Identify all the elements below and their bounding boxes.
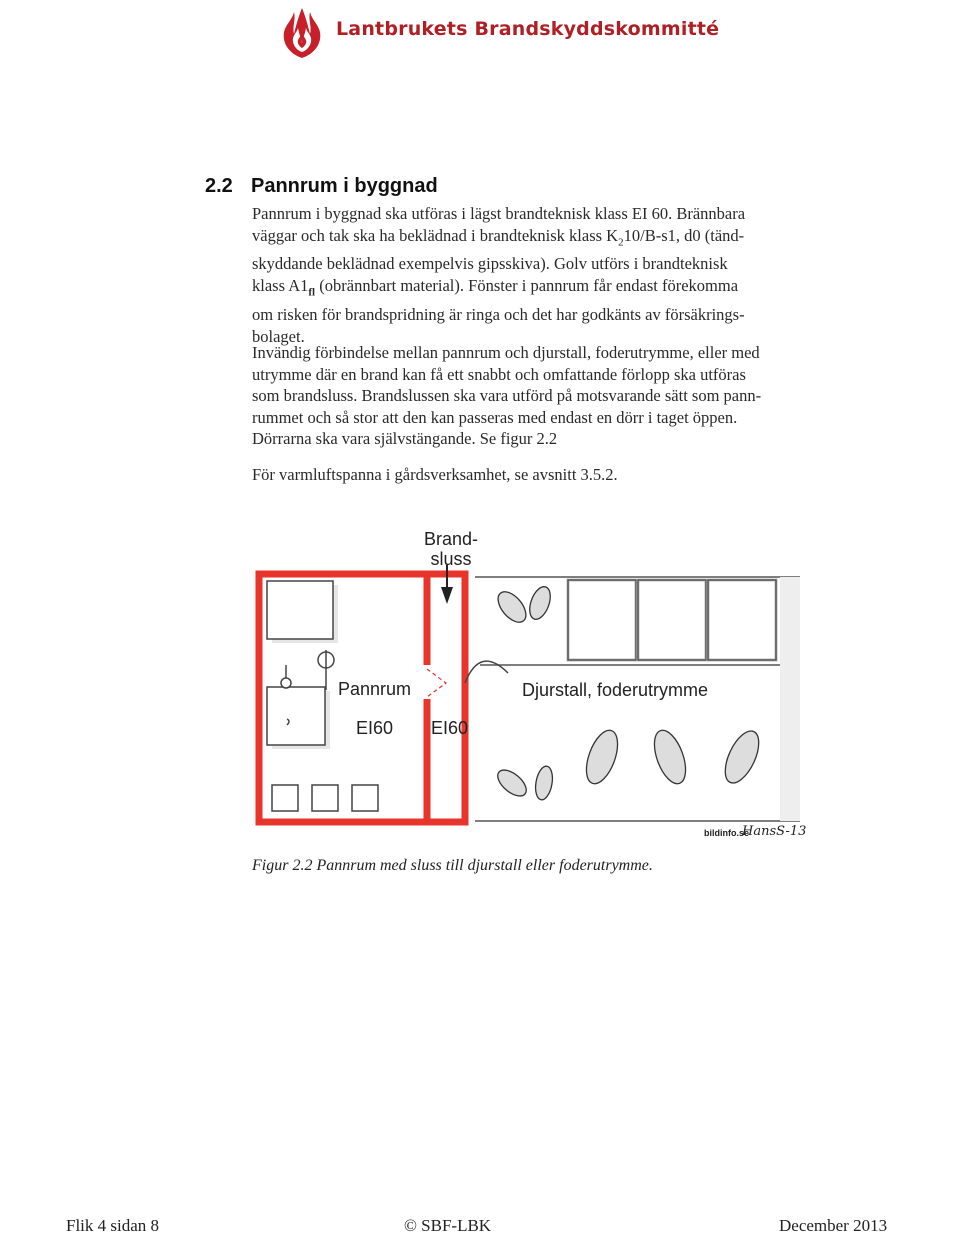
label-pannrum: Pannrum: [338, 679, 412, 699]
paragraph-1-line: Pannrum i byggnad ska utföras i lägst brandteknisk klass EI 60. Brännbara: [252, 204, 746, 223]
paragraph-1-line: skyddande beklädnad exempelvis gipsskiva). Golv utförs i brandteknisk: [252, 254, 728, 274]
text-span: Fönster i pannrum får endast förekomma: [468, 276, 739, 296]
label-brandsluss-1: Brand-: [423, 529, 479, 549]
paragraph-3: [252, 464, 812, 486]
subscript: 2: [618, 235, 624, 248]
shade: [780, 577, 800, 821]
label-djurstall: Djurstall, foderutrymme: [522, 680, 709, 700]
flame-logo-icon: [272, 4, 332, 60]
paragraph-1-line: bolaget.: [252, 326, 305, 346]
paragraph-3-line: För varmluftspanna i gårdsverksamhet, se avsnitt 3.5.2.: [252, 465, 618, 484]
section-title: Pannrum i byggnad: [251, 175, 438, 197]
subscript: fl: [308, 286, 316, 299]
text-span: (obrännbart material).: [315, 276, 469, 296]
paragraph-2-line: Invändig förbindelse mellan pannrum och djurstall, foderutrymme, eller med: [252, 343, 760, 362]
paragraph-2: [252, 342, 812, 450]
paragraph-2-line: som brandsluss. Brandslussen ska vara utförd på motsvarande sätt som pann-: [252, 386, 762, 406]
text-span: väggar och tak ska ha beklädnad i brandteknisk klass K: [252, 225, 619, 245]
footer-page-ref: Flik 4 sidan 8: [66, 1216, 160, 1235]
label-ei60-sluss: EI60: [431, 718, 469, 738]
image-credit: bildinfo.se: [704, 828, 749, 838]
paragraph-1-line: [252, 225, 812, 254]
floor-plan-figure: [250, 525, 960, 850]
label-brandsluss-2: sluss: [430, 549, 472, 569]
section-number: 2.2: [205, 175, 233, 197]
text-span: klass A1: [252, 276, 309, 296]
footer-copyright: © SBF-LBK: [404, 1216, 492, 1235]
door-swing: [427, 669, 446, 697]
organization-name: Lantbrukets Brandskyddskommitté: [336, 18, 720, 40]
paragraph-2-line: Dörrarna ska vara självstängande. Se figur 2.2: [252, 429, 558, 449]
paragraph-1: [252, 203, 812, 347]
footer-date: December 2013: [779, 1216, 888, 1235]
paragraph-1-line: [252, 275, 812, 304]
paragraph-2-line: utrymme där en brand kan få ett snabbt och omfattande förlopp ska utföras: [252, 364, 746, 384]
illustrator-signature: HansS-13: [742, 824, 807, 839]
figure-caption: Figur 2.2 Pannrum med sluss till djurstall eller foderutrymme.: [252, 857, 653, 874]
section-heading: [205, 175, 438, 198]
text-span: 10/B-s1, d0 (tänd-: [623, 225, 745, 245]
paragraph-2-line: rummet och så stor att den kan passeras med endast en dörr i taget öppen.: [252, 407, 738, 427]
paragraph-1-line: om risken för brandspridning är ringa och det har godkänts av försäkrings-: [252, 304, 745, 324]
label-ei60-room: EI60: [356, 718, 394, 738]
